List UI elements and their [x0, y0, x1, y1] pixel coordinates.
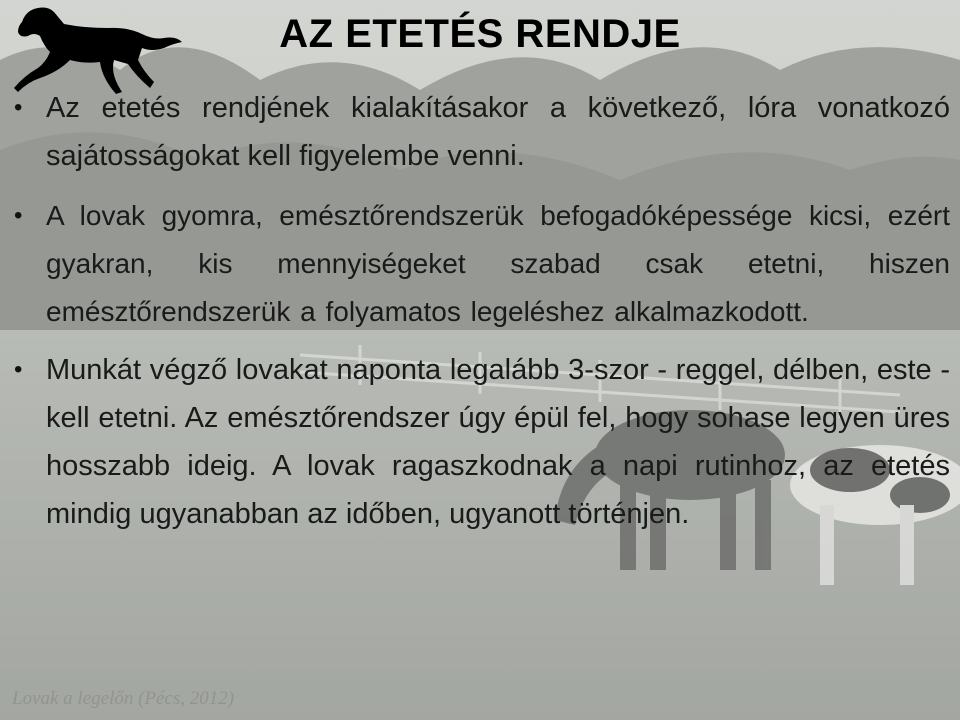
bullet-item: [14, 346, 950, 538]
bullet-text: A lovak gyomra, emésztőrendszerük befogadóképessége kicsi, ezért gyakran, kis mennyiségeket szabad csak etetni, hiszen emésztőrendszerük a folyamatos legeléshez alkalmazkodott.: [46, 200, 950, 327]
bullet-marker: •: [14, 202, 23, 229]
bullet-text: Az etetés rendjének kialakításakor a következő, lóra vonatkozó sajátosságokat kell figyelembe venni.: [46, 92, 950, 172]
bullet-item: [14, 192, 950, 336]
bullet-marker: •: [14, 94, 23, 121]
bullet-marker: •: [14, 356, 23, 383]
slide-title: AZ ETETÉS RENDJE: [279, 12, 681, 56]
bullet-list: [0, 84, 960, 538]
bullet-text: Munkát végző lovakat naponta legalább 3-szor - reggel, délben, este - kell etetni. Az emésztőrendszer úgy épül fel, hogy sohase legyen üres hosszabb ideig. A lovak ragaszkodnak a napi rutinhoz, az etetés mindig ugyanabban az időben, ugyanott történjen.: [46, 354, 950, 530]
photo-caption-watermark: Lovak a legelőn (Pécs, 2012): [12, 688, 235, 709]
bullet-item: [14, 84, 950, 180]
